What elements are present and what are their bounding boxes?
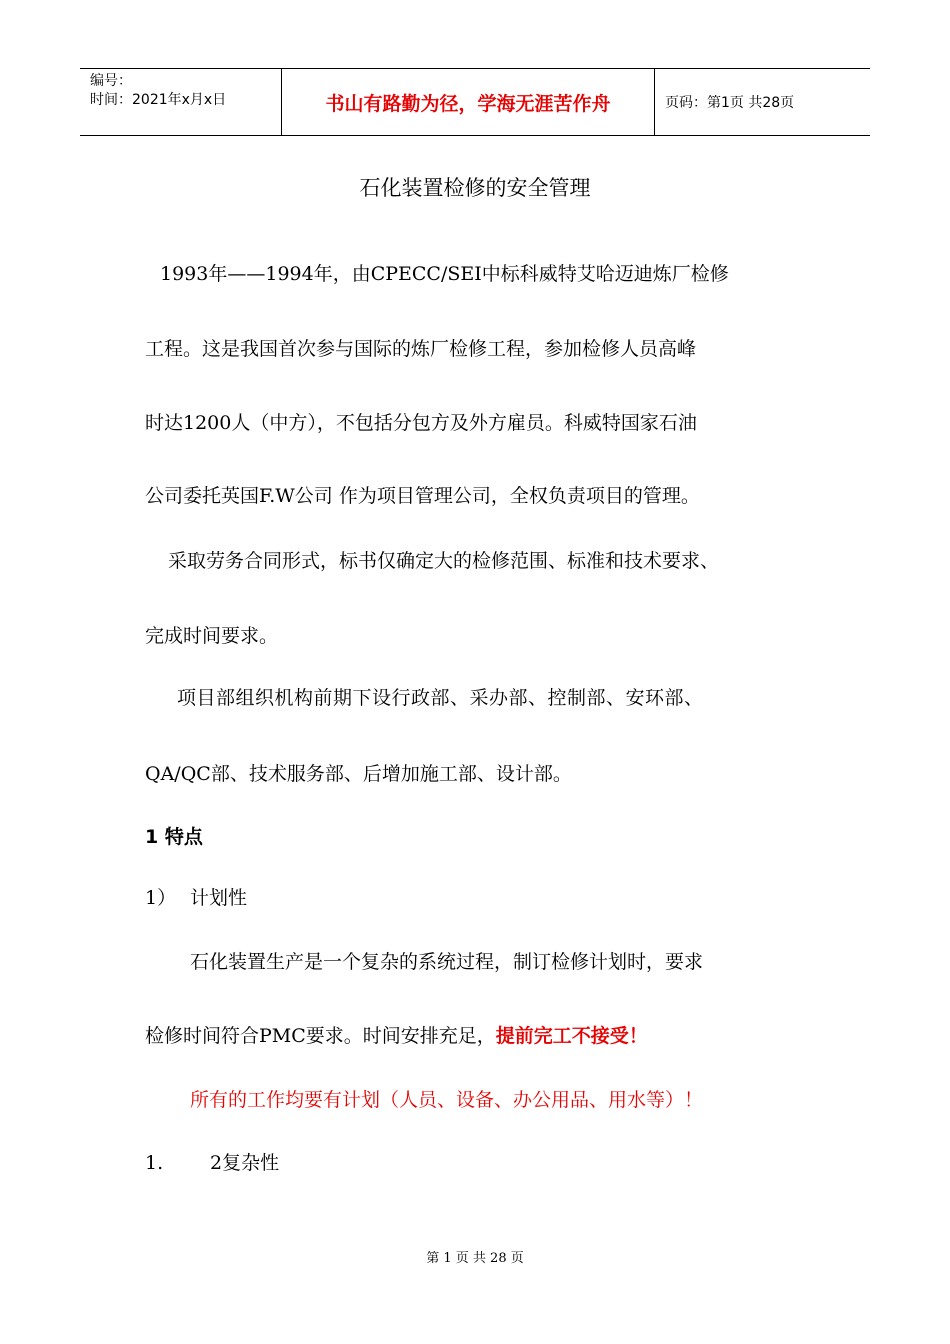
paragraph-line: 采取劳务合同形式，标书仅确定大的检修范围、标准和技术要求、 (168, 550, 720, 572)
paragraph-line: 1993年——1994年，由CPECC/SEI中标科威特艾哈迈迪炼厂检修 (160, 263, 729, 285)
paragraph-line: QA/QC部、技术服务部、后增加施工部、设计部。 (145, 763, 572, 785)
section-heading: 1 特点 (145, 826, 203, 848)
paragraph-line: 石化装置生产是一个复杂的系统过程，制订检修计划时，要求 (190, 951, 704, 973)
paragraph-line: 完成时间要求。 (145, 625, 279, 647)
page-info: 页码：第1页 共28页 (665, 95, 795, 111)
paragraph-line: 工程。这是我国首次参与国际的炼厂检修工程，参加检修人员高峰 (145, 338, 697, 360)
header-table (80, 68, 870, 136)
motto: 书山有路勤为径，学海无涯苦作舟 (282, 69, 655, 135)
date-label: 时间：2021年x月x日 (90, 92, 227, 108)
list-item-number: 1） (145, 887, 177, 909)
emphasis-text: 提前完工不接受！ (495, 1025, 648, 1047)
document-title: 石化装置检修的安全管理 (359, 176, 591, 200)
page-footer: 第 1 页 共 28 页 (426, 1251, 524, 1266)
header-left-cell (80, 69, 282, 135)
list-item-number: 1. (145, 1152, 164, 1174)
list-item-text: 2复杂性 (210, 1152, 280, 1174)
number-label: 编号： (90, 73, 132, 89)
list-item-text: 计划性 (190, 887, 248, 909)
emphasis-line: 所有的工作均要有计划（人员、设备、办公用品、用水等）！ (190, 1089, 704, 1111)
paragraph-line (145, 1024, 648, 1048)
paragraph-line: 公司委托英国F.W公司 作为项目管理公司，全权负责项目的管理。 (145, 485, 700, 507)
paragraph-text: 检修时间符合PMC要求。时间安排充足， (145, 1025, 496, 1047)
paragraph-line: 项目部组织机构前期下设行政部、采办部、控制部、安环部、 (177, 687, 704, 709)
paragraph-line: 时达1200人（中方），不包括分包方及外方雇员。科威特国家石油 (145, 412, 697, 434)
